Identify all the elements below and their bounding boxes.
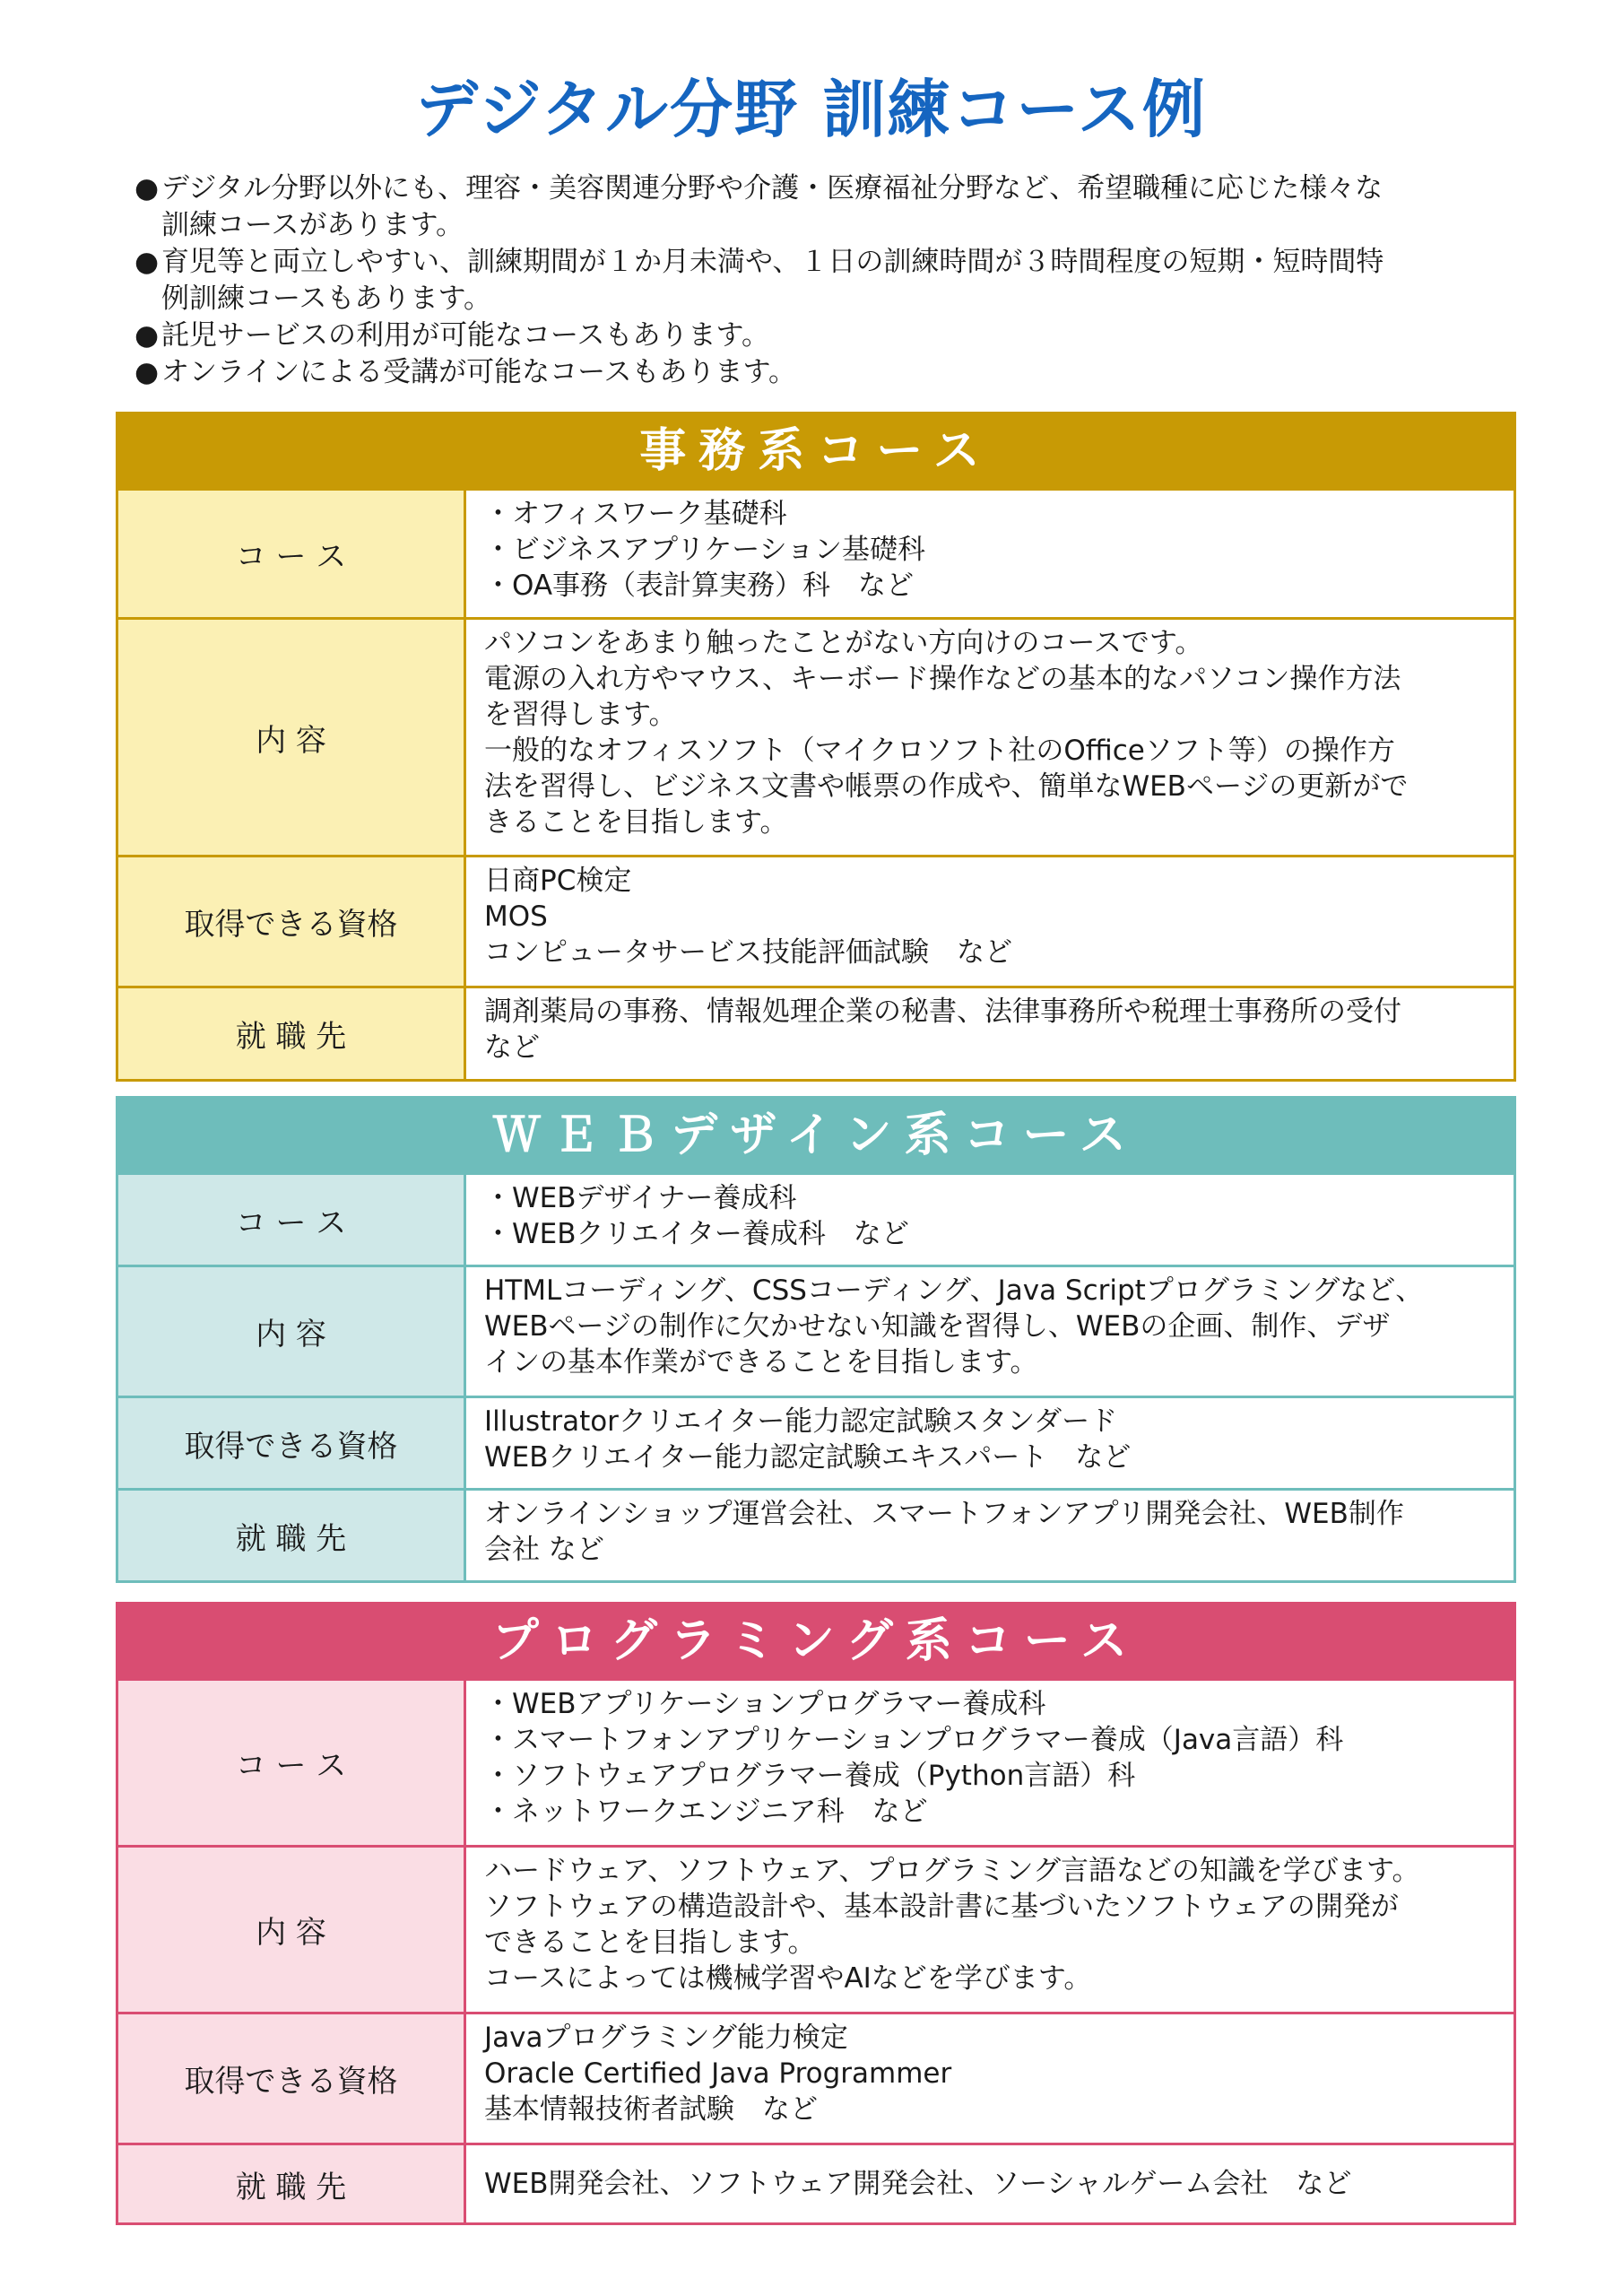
qualification-row	[118, 855, 1514, 986]
row-label: 就 職 先	[118, 1491, 466, 1580]
value-line: ・WEBアプリケーションプログラマー養成科	[484, 1688, 1046, 1720]
note-item	[134, 170, 1533, 244]
note-item	[134, 354, 1533, 391]
content-row	[118, 617, 1514, 855]
note-line: 例訓練コースもあります。	[161, 283, 491, 315]
bullet-icon: ●	[134, 246, 160, 278]
value-line: ・スマートフォンアプリケーションプログラマー養成（Java言語）科	[484, 1724, 1344, 1756]
value-line: Javaプログラミング能力検定	[484, 2022, 848, 2054]
value-line: ハードウェア、ソフトウェア、プログラミング言語などの知識を学びます。	[484, 1855, 1420, 1887]
employment-row	[118, 2143, 1514, 2222]
row-label: 取得できる資格	[118, 1398, 466, 1488]
note-line: 託児サービスの利用が可能なコースもあります。	[161, 319, 769, 352]
note-text	[161, 354, 1533, 391]
notes-list	[134, 170, 1533, 391]
section-heading: 事務系コース	[116, 412, 1516, 491]
course-table	[116, 1175, 1516, 1583]
row-value	[466, 1175, 1514, 1265]
row-label: コ ー ス	[118, 1175, 466, 1265]
value-line: 調剤薬局の事務、情報処理企業の秘書、法律事務所や税理士事務所の受付	[484, 996, 1401, 1028]
row-value	[466, 857, 1514, 986]
value-line: コースによっては機械学習やAIなどを学びます。	[484, 1962, 1092, 1995]
row-value	[466, 491, 1514, 617]
qualification-row	[118, 2012, 1514, 2143]
value-line: 基本情報技術者試験 など	[484, 2093, 818, 2126]
row-value	[466, 1848, 1514, 2012]
employment-row	[118, 1488, 1514, 1580]
value-line: Oracle Certified Java Programmer	[484, 2057, 952, 2090]
value-line: コンピュータサービス技能評価試験 など	[484, 936, 1012, 969]
note-line: オンラインによる受講が可能なコースもあります。	[161, 356, 797, 388]
value-line: Illustratorクリエイター能力認定試験スタンダード	[484, 1405, 1118, 1438]
value-line: きることを目指します。	[484, 806, 788, 839]
page-title: デジタル分野 訓練コース例	[415, 73, 1207, 146]
value-line: WEB開発会社、ソフトウェア開発会社、ソーシャルゲーム会社 など	[484, 2168, 1352, 2200]
value-line: ・ネットワークエンジニア科 など	[484, 1796, 928, 1828]
row-label: 内 容	[118, 1267, 466, 1396]
employment-row	[118, 986, 1514, 1079]
row-value	[466, 1267, 1514, 1396]
value-line: 法を習得し、ビジネス文書や帳票の作成や、簡単なWEBページの更新がで	[484, 770, 1409, 803]
row-value	[466, 1398, 1514, 1488]
row-value	[466, 1491, 1514, 1580]
row-value	[466, 1681, 1514, 1845]
content-row	[118, 1845, 1514, 2012]
row-label: コ ー ス	[118, 491, 466, 617]
row-label: 就 職 先	[118, 988, 466, 1079]
value-line: ソフトウェアの構造設計や、基本設計書に基づいたソフトウェアの開発が	[484, 1891, 1399, 1923]
bullet-icon: ●	[134, 319, 160, 352]
note-item	[134, 317, 1533, 354]
section-heading: プログラミング系コース	[116, 1602, 1516, 1681]
course-row	[118, 491, 1514, 617]
row-value	[466, 988, 1514, 1079]
value-line: ・OA事務（表計算実務）科 など	[484, 570, 915, 602]
row-label: 内 容	[118, 1848, 466, 2012]
bullet-icon: ●	[134, 172, 160, 204]
course-table	[116, 491, 1516, 1082]
content-row	[118, 1265, 1514, 1396]
value-line: MOS	[484, 900, 548, 933]
bullet-icon: ●	[134, 356, 160, 388]
value-line: できることを目指します。	[484, 1926, 816, 1959]
row-label: 取得できる資格	[118, 2014, 466, 2143]
qualification-row	[118, 1396, 1514, 1488]
note-line: デジタル分野以外にも、理容・美容関連分野や介護・医療福祉分野など、希望職種に応じた様々な	[161, 172, 1383, 204]
row-label: 内 容	[118, 620, 466, 855]
row-value	[466, 620, 1514, 855]
note-item	[134, 244, 1533, 317]
web-design-course-section	[116, 1096, 1516, 1583]
programming-course-section	[116, 1602, 1516, 2225]
value-line: ・オフィスワーク基礎科	[484, 498, 787, 530]
course-row	[118, 1681, 1514, 1845]
value-line: 電源の入れ方やマウス、キーボード操作などの基本的なパソコン操作方法	[484, 663, 1401, 695]
office-course-section	[116, 412, 1516, 1082]
note-text	[161, 170, 1533, 244]
row-label: 就 職 先	[118, 2145, 466, 2222]
value-line: オンラインショップ運営会社、スマートフォンアプリ開発会社、WEB制作	[484, 1498, 1404, 1530]
value-line: インの基本作業ができることを目指します。	[484, 1346, 1038, 1378]
note-text	[161, 317, 1533, 354]
course-table	[116, 1681, 1516, 2225]
value-line: 会社 など	[484, 1534, 604, 1566]
value-line: パソコンをあまり触ったことがない方向けのコースです。	[484, 627, 1203, 659]
value-line: ・WEBクリエイター養成科 など	[484, 1218, 909, 1250]
value-line: 日商PC検定	[484, 865, 632, 897]
value-line: ・ビジネスアプリケーション基礎科	[484, 534, 925, 566]
row-label: 取得できる資格	[118, 857, 466, 986]
value-line: ・ソフトウェアプログラマー養成（Python言語）科	[484, 1760, 1136, 1792]
value-line: HTMLコーディング、CSSコーディング、Java Scriptプログラミングなど、	[484, 1274, 1424, 1307]
value-line: など	[484, 1031, 540, 1064]
value-line: WEBページの制作に欠かせない知識を習得し、WEBの企画、制作、デザ	[484, 1310, 1391, 1343]
value-line: 一般的なオフィスソフト（マイクロソフト社のOfficeソフト等）の操作方	[484, 735, 1395, 767]
note-line: 育児等と両立しやすい、訓練期間が１か月未満や、１日の訓練時間が３時間程度の短期・短時間特	[161, 246, 1384, 278]
value-line: を習得します。	[484, 699, 677, 731]
value-line: WEBクリエイター能力認定試験エキスパート など	[484, 1441, 1132, 1474]
row-value	[466, 2014, 1514, 2143]
course-row	[118, 1175, 1514, 1265]
row-value	[466, 2145, 1514, 2222]
value-line: ・WEBデザイナー養成科	[484, 1182, 797, 1214]
note-text	[161, 244, 1533, 317]
row-label: コ ー ス	[118, 1681, 466, 1845]
section-heading: ＷＥＢデザイン系コース	[116, 1096, 1516, 1175]
note-line: 訓練コースがあります。	[161, 209, 464, 241]
